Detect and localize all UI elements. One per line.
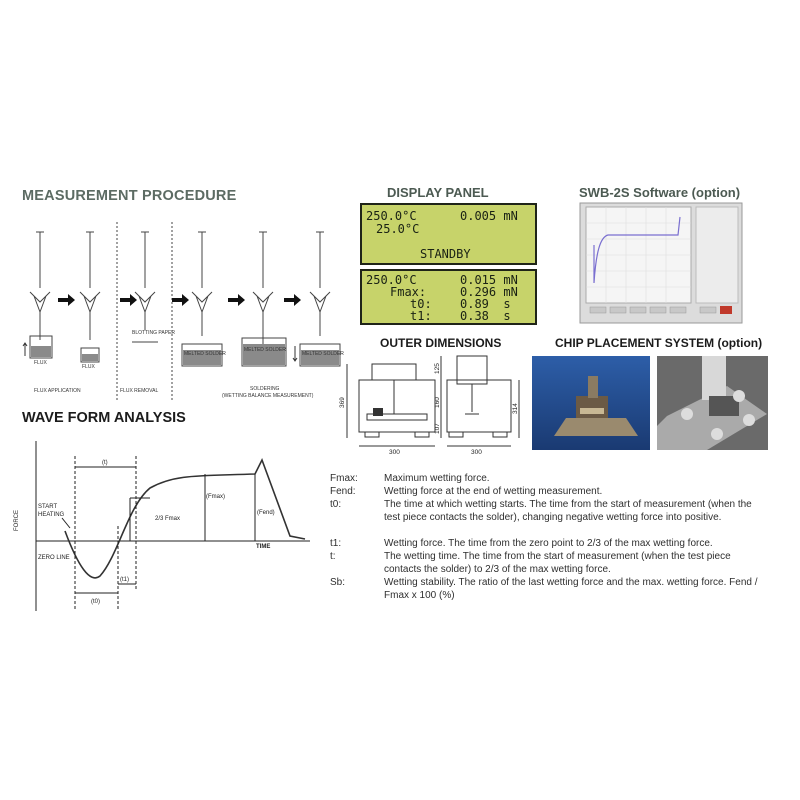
definition-fmax bbox=[330, 472, 770, 485]
flux-label: FLUX bbox=[34, 360, 47, 366]
t0-label: (t0) bbox=[91, 599, 100, 605]
definition-term: Sb: bbox=[330, 577, 346, 588]
soldering-sub-label: (WETTING BALANCE MEASUREMENT) bbox=[222, 393, 314, 399]
probe-4 bbox=[192, 232, 212, 336]
probe-5 bbox=[253, 232, 273, 344]
t1-label: (t1) bbox=[120, 577, 129, 583]
lcd-temp: 250.0°C bbox=[366, 273, 417, 287]
software-button[interactable] bbox=[650, 307, 666, 313]
software-button[interactable] bbox=[590, 307, 606, 313]
measurement-procedure-diagram bbox=[22, 222, 342, 404]
dim-lower: 107 bbox=[434, 423, 441, 434]
lcd-fmax-value: 0.296 mN bbox=[460, 285, 518, 299]
lcd-t0-label: t0: bbox=[410, 297, 432, 311]
definition-t1 bbox=[330, 537, 770, 550]
software-settings-panel bbox=[696, 207, 738, 303]
dim-mid: 160 bbox=[434, 397, 441, 408]
chip-placement-heading: CHIP PLACEMENT SYSTEM (option) bbox=[555, 336, 763, 350]
wave-form-diagram bbox=[0, 436, 330, 618]
melted-solder-label: MELTED SOLDER bbox=[302, 351, 344, 357]
probe-1 bbox=[30, 232, 50, 340]
definition-term: Fend: bbox=[330, 486, 356, 497]
flux-removal-label: FLUX REMOVAL bbox=[120, 388, 159, 394]
software-button[interactable] bbox=[700, 307, 716, 313]
software-button[interactable] bbox=[630, 307, 646, 313]
chip-placement-photo-1 bbox=[532, 356, 650, 450]
definition-text: Wetting force. The time from the zero point to 2/3 of the max wetting force. bbox=[384, 538, 713, 549]
definition-text: Maximum wetting force. bbox=[384, 473, 490, 484]
start-heating-pointer bbox=[62, 518, 70, 528]
lcd-temp-2: 25.0°C bbox=[376, 222, 420, 236]
outer-dimensions-heading: OUTER DIMENSIONS bbox=[380, 336, 502, 350]
software-button[interactable] bbox=[670, 307, 686, 313]
definition-t bbox=[330, 550, 770, 576]
lcd-results-screen bbox=[360, 269, 537, 325]
software-button[interactable] bbox=[610, 307, 626, 313]
lcd-status: STANDBY bbox=[420, 247, 471, 261]
zero-line-label: ZERO LINE bbox=[38, 555, 70, 561]
dim-height-side: 314 bbox=[512, 403, 519, 414]
flux-label: FLUX bbox=[82, 364, 95, 370]
fmax-label: (Fmax) bbox=[206, 494, 225, 500]
definition-text: Wetting force at the end of wetting measurement. bbox=[384, 486, 603, 497]
blotting-paper-label: BLOTTING PAPER bbox=[132, 330, 175, 336]
side-view bbox=[447, 380, 511, 432]
probe-3 bbox=[135, 232, 155, 330]
dim-upper: 125 bbox=[434, 363, 441, 374]
soldering-label: SOLDERING bbox=[250, 386, 280, 392]
wetting-curve bbox=[65, 460, 305, 578]
definition-term: t: bbox=[330, 551, 336, 562]
definition-text: The time at which wetting starts. The time from the start of measurement (when the test piece contacts the solder), changing negative wetting force into positive. bbox=[384, 499, 752, 523]
definition-text: Wetting stability. The ratio of the last wetting force and the max. wetting force. Fend / Fmax x 100 (%) bbox=[384, 577, 758, 601]
definition-sb bbox=[330, 576, 770, 602]
wave-form-analysis-heading: WAVE FORM ANALYSIS bbox=[22, 410, 186, 426]
chip-placement-photo-2 bbox=[657, 356, 768, 450]
software-screenshot bbox=[580, 203, 742, 323]
definition-term: t1: bbox=[330, 538, 342, 549]
front-view bbox=[359, 380, 435, 432]
start-heating-label: START bbox=[38, 504, 58, 510]
flux-application-label: FLUX APPLICATION bbox=[34, 388, 81, 394]
melted-solder-label: MELTED SOLDER bbox=[244, 347, 286, 353]
dim-width-front: 300 bbox=[389, 449, 400, 456]
lcd-t1-value: 0.38 s bbox=[460, 309, 511, 323]
melted-solder-label: MELTED SOLDER bbox=[184, 351, 226, 357]
probe-6 bbox=[310, 232, 330, 336]
software-heading: SWB-2S Software (option) bbox=[579, 185, 741, 200]
measurement-procedure-heading: MEASUREMENT PROCEDURE bbox=[22, 188, 237, 204]
fend-label: (Fend) bbox=[257, 510, 275, 516]
time-axis-label: TIME bbox=[256, 544, 271, 550]
two-thirds-fmax-label: 2/3 Fmax bbox=[155, 516, 181, 522]
start-heating-label: HEATING bbox=[38, 512, 65, 518]
lcd-force: 0.015 mN bbox=[460, 273, 518, 287]
lcd-fmax-label: Fmax: bbox=[390, 285, 427, 299]
definition-fend bbox=[330, 485, 770, 498]
lcd-t0-value: 0.89 s bbox=[460, 297, 511, 311]
definition-term: Fmax: bbox=[330, 473, 358, 484]
probe-2 bbox=[80, 232, 100, 340]
outer-dimensions-drawing bbox=[337, 352, 527, 456]
software-logo-icon bbox=[720, 306, 732, 314]
lcd-t1-label: t1: bbox=[410, 309, 432, 323]
lcd-temp-1: 250.0°C bbox=[366, 209, 417, 223]
definition-t0 bbox=[330, 498, 770, 537]
t-label: (t) bbox=[102, 460, 108, 466]
force-axis-label: FORCE bbox=[14, 510, 20, 531]
definition-term: t0: bbox=[330, 499, 342, 510]
definition-text: The wetting time. The time from the start of measurement (when the test piece contacts the solder) to 2/3 of the max wetting force. bbox=[384, 551, 731, 575]
lcd-force: 0.005 mN bbox=[460, 209, 518, 223]
dim-width-side: 300 bbox=[471, 449, 482, 456]
display-panel-heading: DISPLAY PANEL bbox=[387, 185, 489, 200]
dim-height-total: 369 bbox=[339, 397, 346, 408]
lcd-standby-screen bbox=[360, 203, 537, 265]
